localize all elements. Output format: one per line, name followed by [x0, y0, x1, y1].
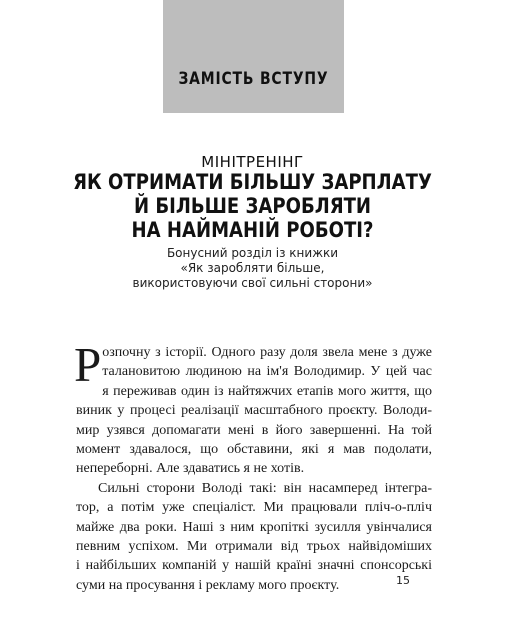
chapter-banner — [163, 0, 344, 113]
chapter-banner-title: ЗАМІСТЬ ВСТУПУ — [178, 69, 329, 89]
body-text — [74, 337, 432, 595]
headline-line: НА НАЙМАНІЙ РОБОТІ? — [131, 218, 374, 242]
body-line: виник у процесі реалізації масштабного проєкту. Володи- — [76, 403, 432, 419]
body-line: мир узявся допомагати мені в його завершенні. На той — [76, 422, 432, 438]
body-line: і найбільших компаній у нашій країні значні спонсорські — [76, 558, 432, 574]
body-line: момент здавалося, що обставини, які я мав подолати, — [76, 441, 432, 457]
headline-line: ЯК ОТРИМАТИ БІЛЬШУ ЗАРПЛАТУ — [73, 170, 432, 194]
section-kicker: МІНІТРЕНІНГ — [201, 153, 304, 171]
body-line: я переживав один із найтяжчих етапів мого життя, що — [102, 383, 432, 399]
headline-line: Й БІЛЬШЕ ЗАРОБЛЯТИ — [133, 194, 372, 218]
subtitle-line: використовуючи свої сильні сторони» — [132, 276, 373, 290]
body-line: майже два роки. Наші з ним кропіткі зусилля увінчалися — [76, 519, 432, 535]
page-number: 15 — [396, 574, 410, 587]
body-line: тор, а потім уже спеціаліст. Ми працювали пліч-о-пліч — [76, 500, 432, 516]
body-line: суми на просування і рекламу мого проєкту. — [76, 577, 340, 593]
subtitle — [0, 246, 505, 291]
headline — [0, 170, 505, 242]
body-line: талановитою людиною на ім'я Володимир. У цей час — [102, 364, 432, 380]
drop-cap: Р — [74, 337, 102, 392]
body-line: Сильні сторони Володі такі: він насамперед інтегра- — [98, 480, 432, 496]
body-line: певним успіхом. Ми отримали від трьох найвідоміших — [76, 538, 432, 554]
subtitle-line: Бонусний розділ із книжки — [166, 246, 339, 260]
subtitle-line: «Як заробляти більше, — [180, 261, 325, 275]
body-line: непереборні. Але здаватись я не хотів. — [76, 461, 305, 477]
body-line: озпочну з історії. Одного разу доля звела мене з дуже — [102, 345, 432, 360]
